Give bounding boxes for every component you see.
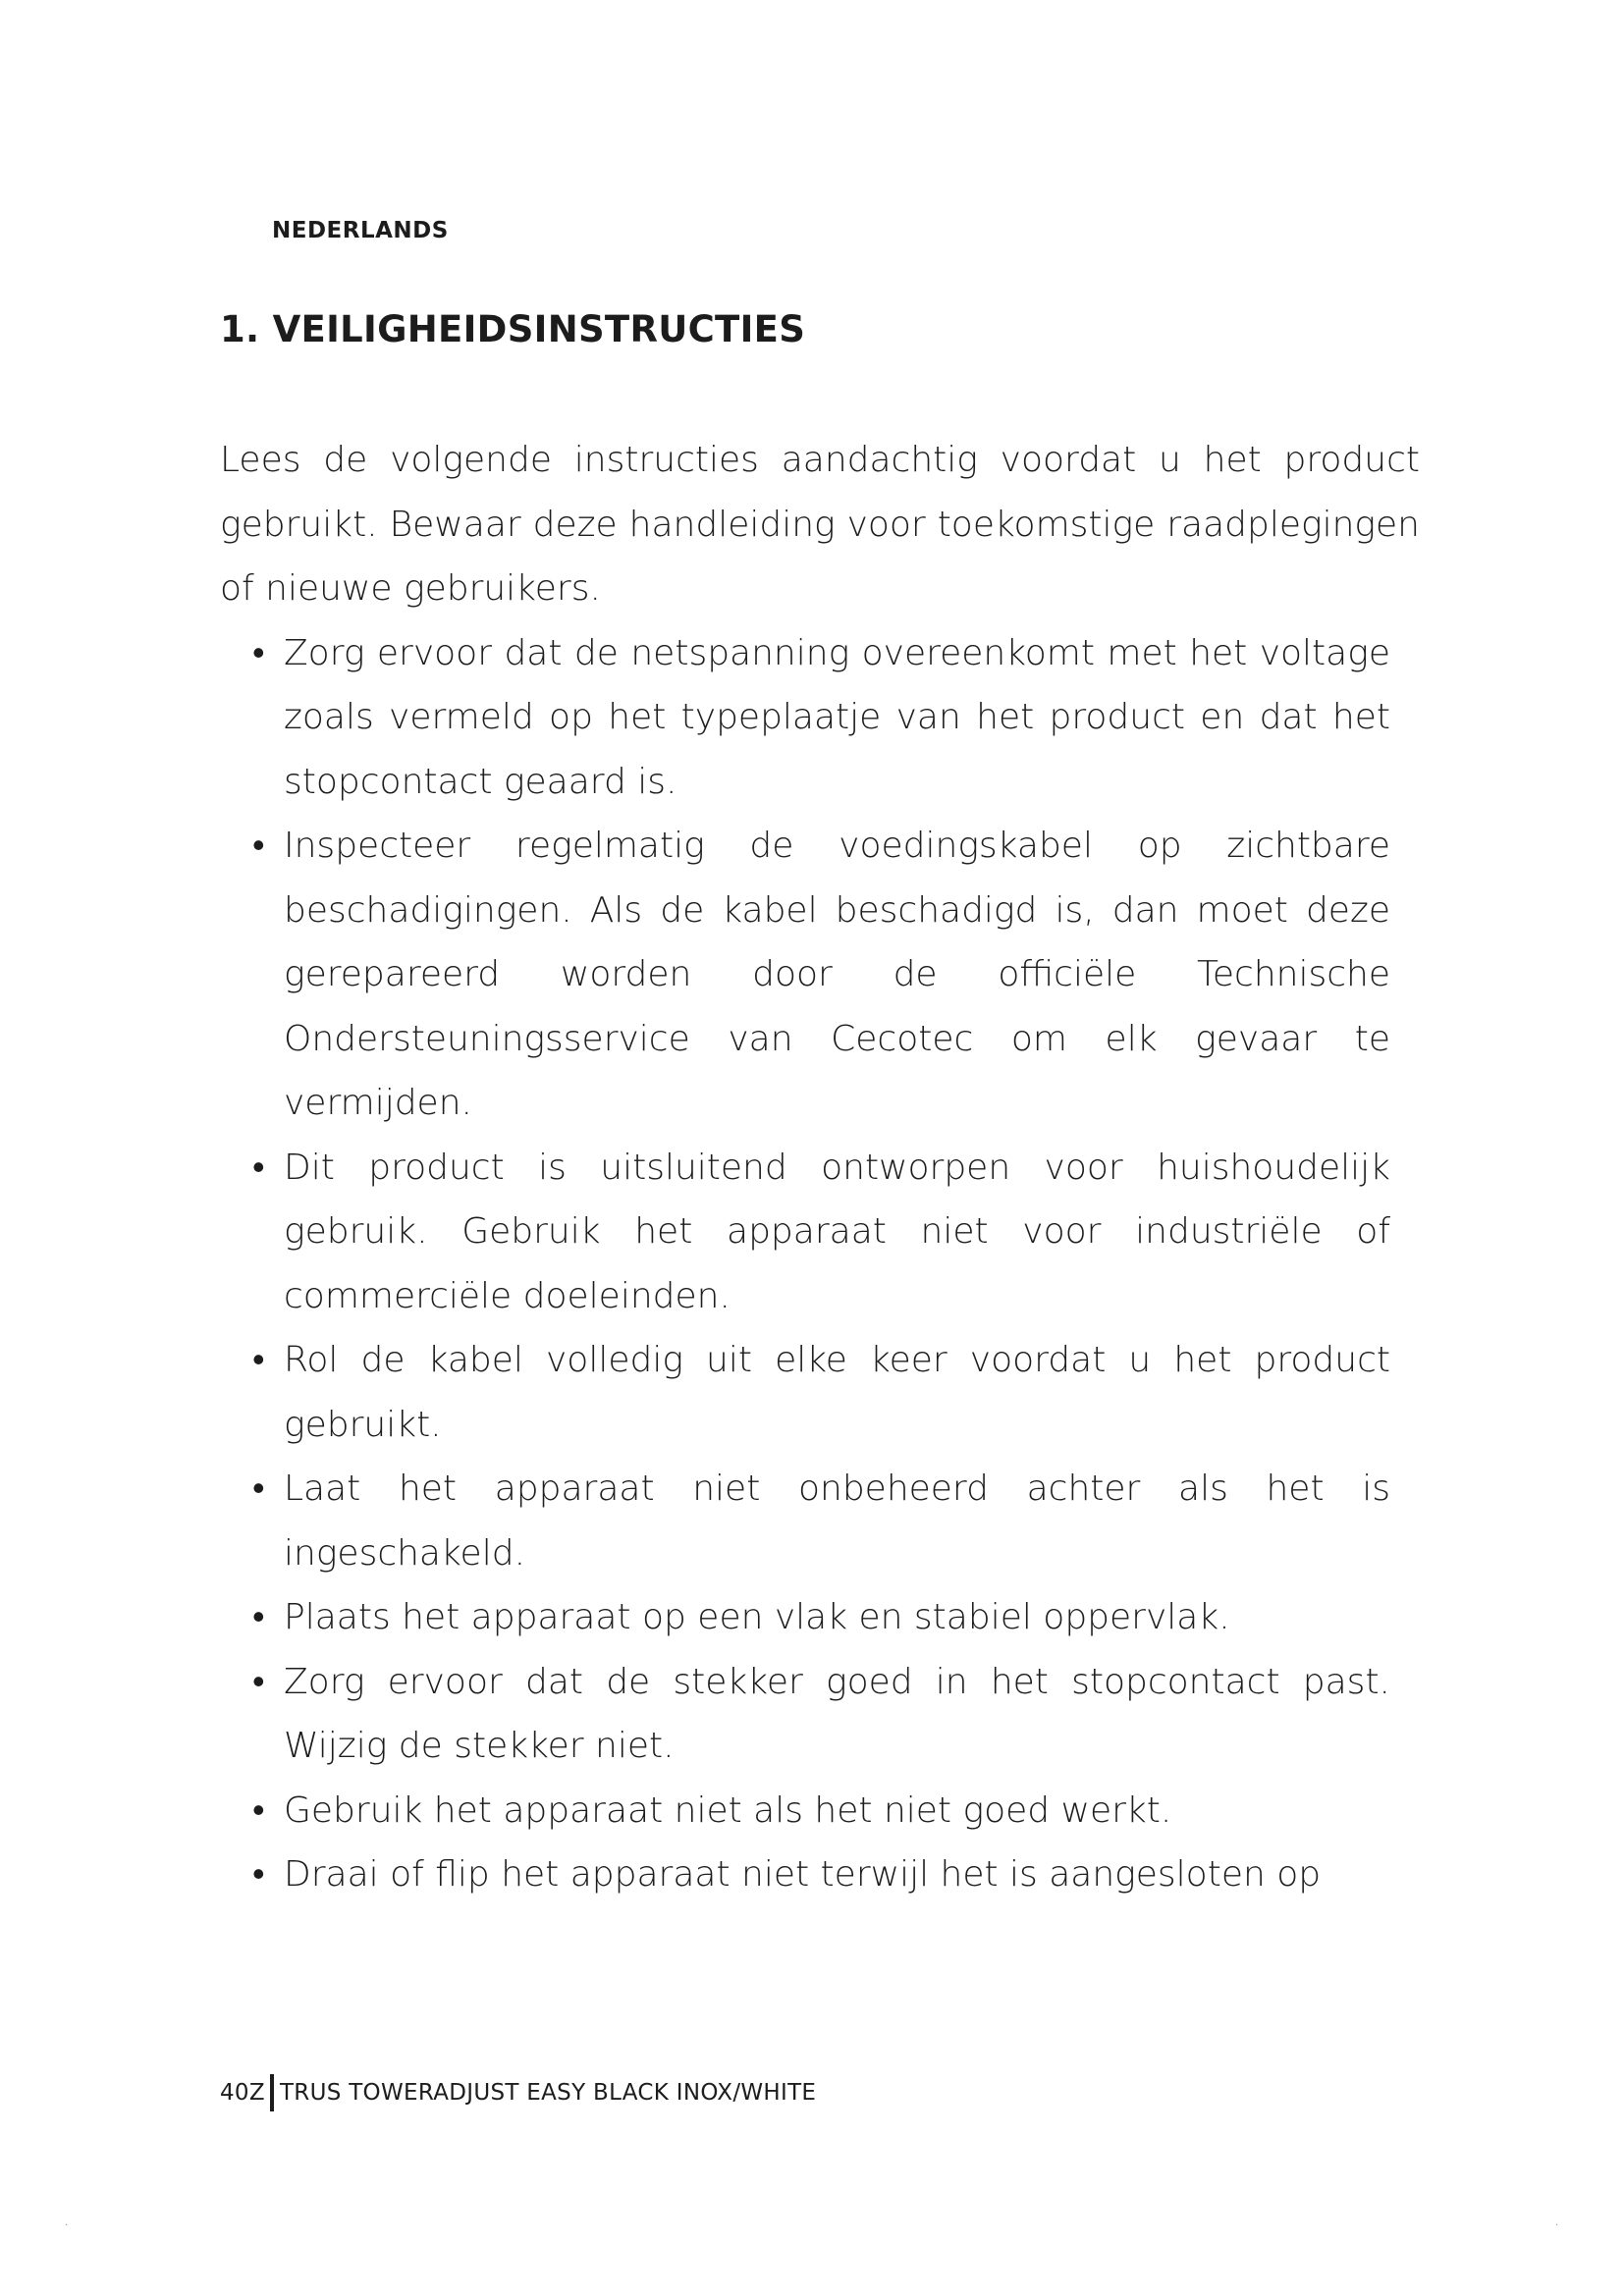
product-name: TRUS TOWERADJUST EASY BLACK INOX/WHITE	[279, 2080, 817, 2106]
crop-mark-right: ·	[1555, 2220, 1559, 2231]
page-number: 40	[220, 2080, 249, 2106]
list-item	[220, 1779, 1390, 1843]
list-item	[220, 1650, 1390, 1779]
list-item	[220, 621, 1390, 815]
section-title: 1. VEILIGHEIDSINSTRUCTIES	[220, 308, 806, 350]
bullet-icon: •	[252, 1340, 265, 1380]
list-item	[220, 1585, 1390, 1650]
page-footer	[220, 2074, 816, 2111]
bullet-icon: •	[252, 1789, 265, 1831]
language-label: NEDERLANDS	[272, 218, 449, 243]
list-item-text: Dit product is uitsluitend ontworpen voor huishoudelijk gebruik. Gebruik het apparaat niet voor industriële of commerciële doeleinden.	[284, 1147, 1390, 1316]
list-item	[220, 1136, 1390, 1329]
list-item-text: Zorg ervoor dat de netspanning overeenkomt met het voltage zoals vermeld op het typeplaatje van het product en dat het stopcontact geaard is.	[284, 632, 1390, 802]
list-item-text: Rol de kabel volledig uit elke keer voordat u het product gebruikt.	[284, 1340, 1390, 1445]
bullet-icon: •	[252, 632, 265, 673]
list-item	[220, 1328, 1390, 1457]
list-item-text: Laat het apparaat niet onbeheerd achter als het is ingeschakeld.	[284, 1468, 1390, 1574]
list-item-text: Zorg ervoor dat de stekker goed in het stopcontact past. Wijzig de stekker niet.	[284, 1661, 1390, 1766]
bullet-icon: •	[252, 1661, 265, 1702]
bullet-icon: •	[252, 1854, 265, 1895]
page-letter: Z	[248, 2080, 265, 2106]
crop-mark-left: ·	[65, 2220, 69, 2231]
list-item	[220, 1457, 1390, 1585]
section-body	[220, 428, 1420, 1907]
intro-paragraph: Lees de volgende instructies aandachtig voordat u het product gebruikt. Bewaar deze handleiding voor toekomstige raadplegingen of nieuwe gebruikers.	[220, 440, 1420, 609]
list-item-text: Gebruik het apparaat niet als het niet goed werkt.	[284, 1789, 1172, 1831]
list-item	[220, 814, 1390, 1136]
bullet-icon: •	[252, 826, 265, 866]
list-item	[220, 1842, 1390, 1907]
bullet-icon: •	[252, 1147, 265, 1188]
bullet-icon: •	[252, 1597, 265, 1637]
bullet-icon: •	[252, 1468, 265, 1509]
list-item-text: Draai of flip het apparaat niet terwijl het is aangesloten op	[284, 1854, 1322, 1895]
safety-list	[220, 621, 1420, 1907]
list-item-text: Inspecteer regelmatig de voedingskabel op zichtbare beschadigingen. Als de kabel beschadigd is, dan moet deze gerepareerd worden door de officiële Technische Ondersteuningsservice van Cecotec om elk gevaar te vermijden.	[284, 826, 1390, 1123]
footer-divider	[270, 2074, 274, 2111]
list-item-text: Plaats het apparaat op een vlak en stabiel oppervlak.	[284, 1597, 1230, 1637]
